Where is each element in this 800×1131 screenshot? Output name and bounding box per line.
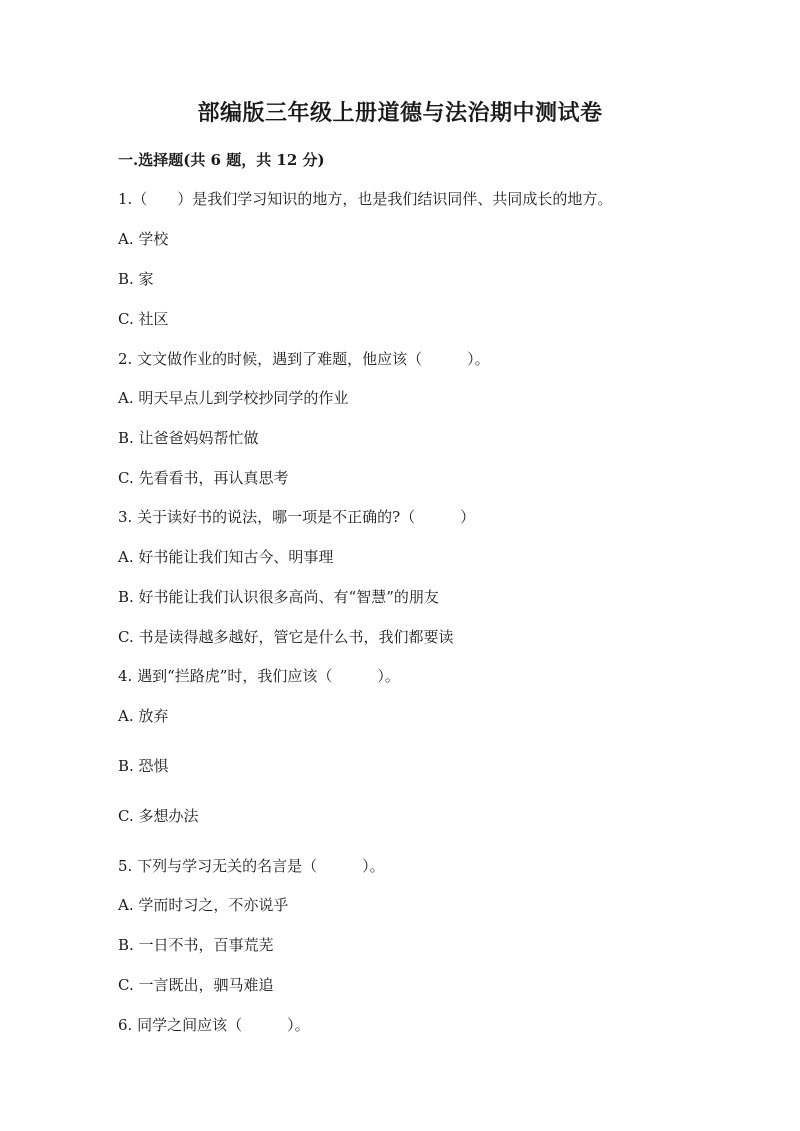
question-2-option-c: C. 先看看书，再认真思考 — [118, 469, 289, 487]
question-5-option-b: B. 一日不书，百事荒芜 — [118, 936, 274, 954]
question-3-option-c: C. 书是读得越多越好，管它是什么书，我们都要读 — [118, 628, 454, 646]
question-1-option-c: C. 社区 — [118, 310, 169, 328]
question-2-stem: 2. 文文做作业的时候，遇到了难题，他应该（ ）。 — [118, 350, 490, 368]
question-5-option-a: A. 学而时习之，不亦说乎 — [118, 896, 289, 914]
question-4-option-a: A. 放弃 — [118, 707, 169, 725]
question-1-option-a: A. 学校 — [118, 230, 169, 248]
question-3-stem: 3. 关于读好书的说法，哪一项是不正确的?（ ） — [118, 508, 476, 526]
section-heading: 一.选择题(共 6 题，共 12 分) — [118, 151, 325, 169]
page-title: 部编版三年级上册道德与法治期中测试卷 — [197, 100, 603, 126]
question-6-stem: 6. 同学之间应该（ ）。 — [118, 1016, 310, 1034]
question-5-stem: 5. 下列与学习无关的名言是（ ）。 — [118, 857, 385, 875]
question-2-option-b: B. 让爸爸妈妈帮忙做 — [118, 429, 259, 447]
question-4-option-b: B. 恐惧 — [118, 757, 169, 775]
question-4-stem: 4. 遇到“拦路虎”时，我们应该（ ）。 — [118, 667, 400, 685]
question-5-option-c: C. 一言既出，驷马难追 — [118, 976, 274, 994]
question-1-stem: 1.（ ）是我们学习知识的地方，也是我们结识同伴、共同成长的地方。 — [118, 190, 613, 208]
question-3-option-b: B. 好书能让我们认识很多高尚、有“智慧”的朋友 — [118, 588, 439, 606]
question-1-option-b: B. 家 — [118, 270, 154, 288]
question-3-option-a: A. 好书能让我们知古今、明事理 — [118, 548, 334, 566]
question-4-option-c: C. 多想办法 — [118, 807, 199, 825]
question-2-option-a: A. 明天早点儿到学校抄同学的作业 — [118, 389, 349, 407]
